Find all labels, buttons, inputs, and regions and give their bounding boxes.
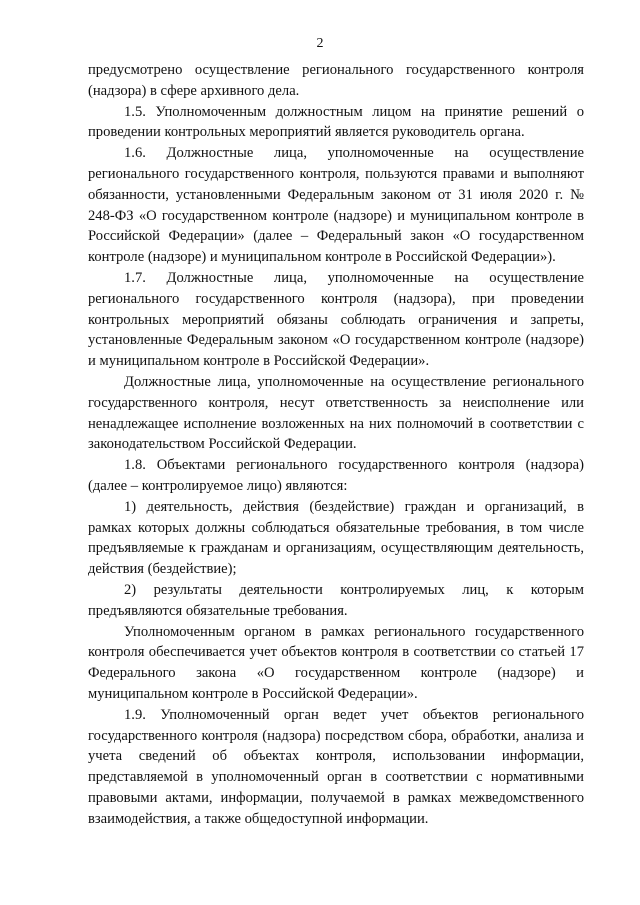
paragraph-continuation: предусмотрено осуществление регионального государственного контроля (надзора) в сфере архивного дела. xyxy=(88,62,584,99)
paragraph-responsibility: Должностные лица, уполномоченные на осуществление регионального государственного контроля, несут ответственность за неисполнение или ненадлежащее исполнение возложенных на них полномочий в соответствии с законодательством Российской Федерации. xyxy=(88,373,584,453)
list-item-1: 1) деятельность, действия (бездействие) граждан и организаций, в рамках которых должны соблюдаться обязательные требования, в том числе предъявляемые к гражданам и организациям, осуществляющим деятельность, действия (бездействие); xyxy=(88,498,584,578)
document-body xyxy=(88,60,584,829)
list-item-2: 2) результаты деятельности контролируемых лиц, к которым предъявляются обязательные требования. xyxy=(88,581,584,619)
paragraph-accounting: Уполномоченным органом в рамках регионального государственного контроля обеспечивается учет объектов контроля в соответствии со статьей 17 Федерального закона «О государственном контроле (надзоре) и муниципальном контроле в Российской Федерации». xyxy=(88,623,584,702)
paragraph-1-8: 1.8. Объектами регионального государственного контроля (надзора) (далее – контролируемое лицо) являются: xyxy=(88,457,584,494)
page-number: 2 xyxy=(316,36,324,51)
paragraph-1-7: 1.7. Должностные лица, уполномоченные на осуществление регионального государственного контроля (надзора), при проведении контрольных мероприятий обязаны соблюдать ограничения и запреты, установленные Федеральным законом «О государственном контроле (надзоре) и муниципальном контроле в Российской Федерации». xyxy=(88,269,584,370)
paragraph-1-9: 1.9. Уполномоченный орган ведет учет объектов регионального государственного контроля (надзора) посредством сбора, обработки, анализа и учета сведений об объектах контроля, использовании информации, представляемой в уполномоченный орган в соответствии с нормативными правовыми актами, информации, получаемой в рамках межведомственного взаимодействия, а также общедоступной информации. xyxy=(88,706,584,827)
paragraph-1-6: 1.6. Должностные лица, уполномоченные на осуществление регионального государственного контроля, пользуются правами и выполняют обязанности, установленными Федеральным законом от 31 июля 2020 г. № 248-ФЗ «О государственном контроле (надзоре) и муниципальном контроле в Российской Федерации» (далее – Федеральный закон «О государственном контроле (надзоре) и муниципальном контроле в Российской Федерации»). xyxy=(88,145,584,266)
paragraph-1-5: 1.5. Уполномоченным должностным лицом на принятие решений о проведении контрольных мероприятий является руководитель органа. xyxy=(88,103,584,141)
